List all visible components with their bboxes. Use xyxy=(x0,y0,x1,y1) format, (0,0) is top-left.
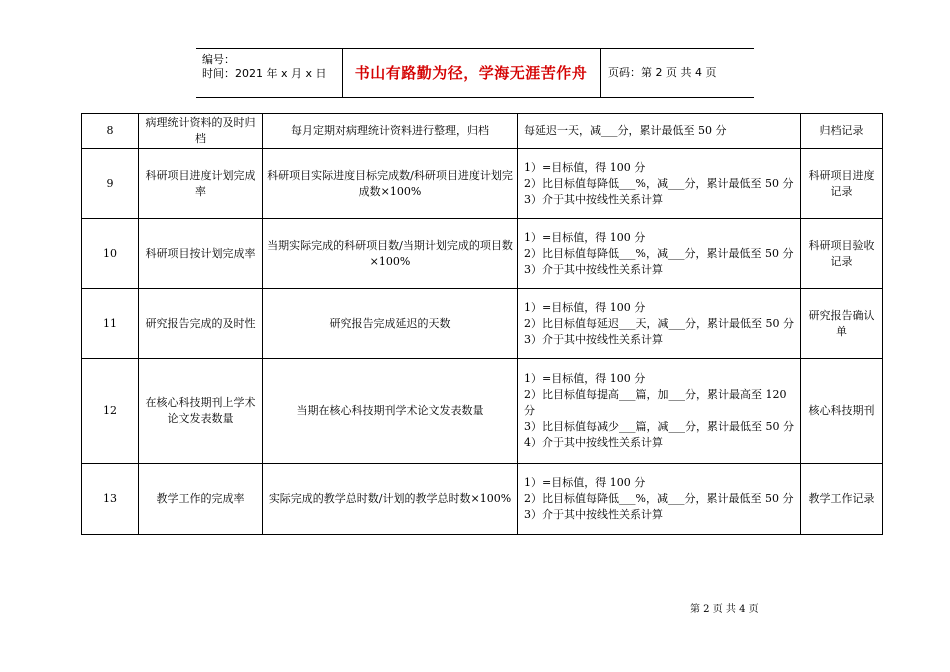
scoring-line: 1）=目标值，得 100 分 xyxy=(524,372,646,385)
indicator-definition: 每月定期对病理统计资料进行整理，归档 xyxy=(263,114,518,149)
table-row xyxy=(82,219,883,289)
row-number: 13 xyxy=(82,464,139,535)
scoring-rule xyxy=(518,289,801,359)
indicator-name: 科研项目按计划完成率 xyxy=(139,219,263,289)
scoring-line: 3）介于其中按线性关系计算 xyxy=(524,192,663,206)
indicator-name: 在核心科技期刊上学术论文发表数量 xyxy=(139,359,263,464)
page-header xyxy=(196,48,754,98)
indicator-definition: 研究报告完成延迟的天数 xyxy=(263,289,518,359)
scoring-line: 1）=目标值，得 100 分 xyxy=(524,230,646,244)
indicator-definition: 当期实际完成的科研项目数/当期计划完成的项目数×100% xyxy=(263,219,518,289)
row-number: 12 xyxy=(82,359,139,464)
indicator-name: 研究报告完成的及时性 xyxy=(139,289,263,359)
page-footer: 第 2 页 共 4 页 xyxy=(690,604,759,615)
scoring-line: 2）比目标值每降低___%，减___分，累计最低至 50 分 xyxy=(524,246,794,260)
row-number: 11 xyxy=(82,289,139,359)
data-source: 教学工作记录 xyxy=(801,464,883,535)
scoring-line: 3）介于其中按线性关系计算 xyxy=(524,332,663,346)
row-number: 9 xyxy=(82,149,139,219)
number-label: 编号： xyxy=(202,53,235,66)
indicator-definition: 当期在核心科技期刊学术论文发表数量 xyxy=(263,359,518,464)
table-row xyxy=(82,464,883,535)
header-divider xyxy=(600,49,601,97)
scoring-line: 3）介于其中按线性关系计算 xyxy=(524,508,663,521)
data-source: 科研项目验收记录 xyxy=(801,219,883,289)
indicator-definition: 实际完成的教学总时数/计划的教学总时数×100% xyxy=(263,464,518,535)
indicator-name: 教学工作的完成率 xyxy=(139,464,263,535)
scoring-line: 3）介于其中按线性关系计算 xyxy=(524,262,663,276)
indicator-name: 病理统计资料的及时归档 xyxy=(139,114,263,149)
scoring-line: 1）=目标值，得 100 分 xyxy=(524,160,646,174)
scoring-rule xyxy=(518,149,801,219)
scoring-line: 2）比目标值每降低___%，减___分，累计最低至 50 分 xyxy=(524,492,794,505)
kpi-table xyxy=(81,113,883,535)
time-label: 时间：2021 年 x 月 x 日 xyxy=(202,67,327,80)
table-row xyxy=(82,149,883,219)
indicator-name: 科研项目进度计划完成率 xyxy=(139,149,263,219)
header-page-number: 页码：第 2 页 共 4 页 xyxy=(608,66,717,79)
indicator-definition: 科研项目实际进度目标完成数/科研项目进度计划完成数×100% xyxy=(263,149,518,219)
data-source: 归档记录 xyxy=(801,114,883,149)
scoring-line: 4）介于其中按线性关系计算 xyxy=(524,436,663,449)
header-meta xyxy=(202,53,342,81)
scoring-line: 1）=目标值，得 100 分 xyxy=(524,300,646,314)
scoring-line: 2）比目标值每提高___篇，加___分，累计最高至 120 分 xyxy=(524,388,787,417)
scoring-line: 3）比目标值每减少___篇，减___分，累计最低至 50 分 xyxy=(524,420,794,433)
scoring-rule xyxy=(518,219,801,289)
data-source: 科研项目进度记录 xyxy=(801,149,883,219)
table-row xyxy=(82,359,883,464)
scoring-rule xyxy=(518,464,801,535)
scoring-rule xyxy=(518,359,801,464)
data-source: 核心科技期刊 xyxy=(801,359,883,464)
scoring-line: 每延迟一天，减___分，累计最低至 50 分 xyxy=(524,124,727,137)
header-motto: 书山有路勤为径，学海无涯苦作舟 xyxy=(354,64,588,82)
row-number: 8 xyxy=(82,114,139,149)
scoring-line: 2）比目标值每延迟___天，减___分，累计最低至 50 分 xyxy=(524,316,794,330)
scoring-line: 2）比目标值每降低___%，减___分，累计最低至 50 分 xyxy=(524,176,794,190)
table-row xyxy=(82,289,883,359)
row-number: 10 xyxy=(82,219,139,289)
table-row xyxy=(82,114,883,149)
data-source: 研究报告确认单 xyxy=(801,289,883,359)
scoring-rule xyxy=(518,114,801,149)
scoring-line: 1）=目标值，得 100 分 xyxy=(524,476,646,489)
